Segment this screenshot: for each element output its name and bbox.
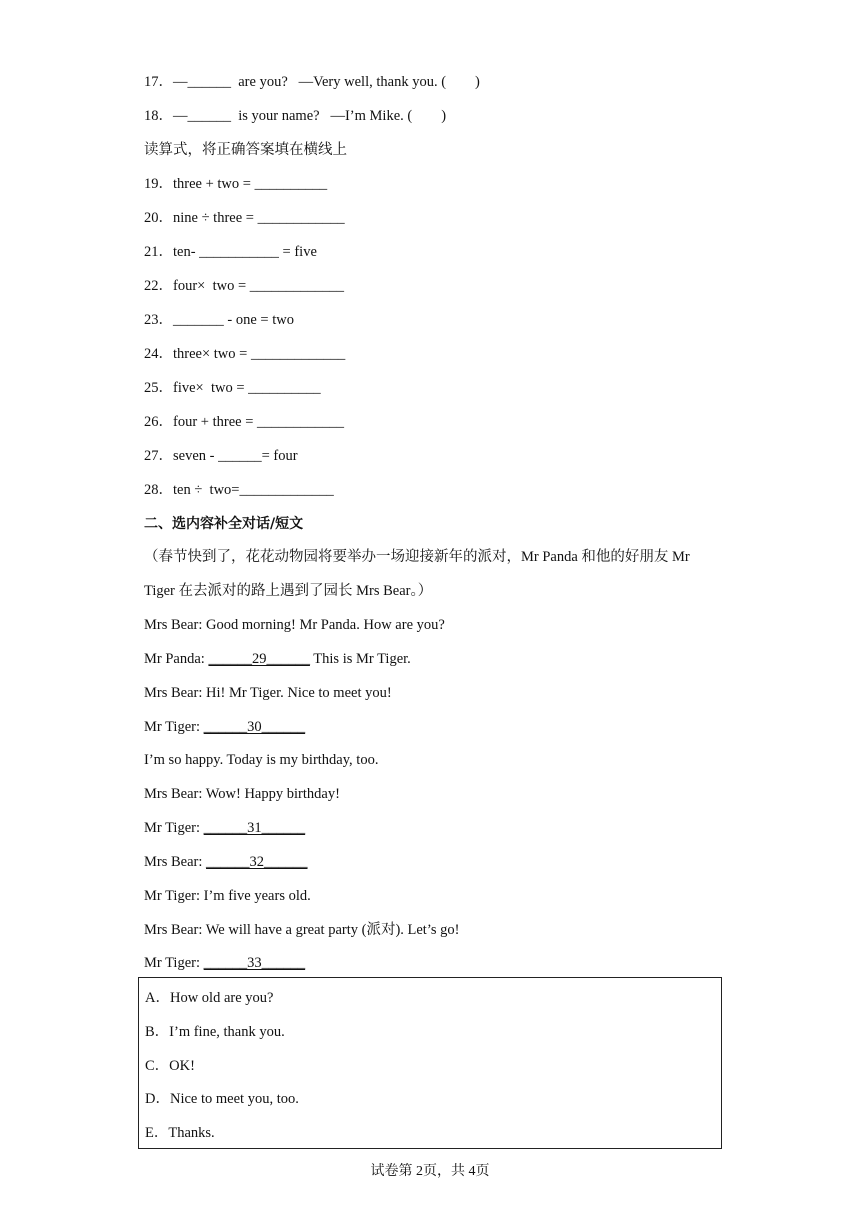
dialogue-line: [144, 750, 378, 770]
question-number: 25．: [144, 380, 173, 396]
dialogue-line: [144, 886, 311, 906]
speaker: Mr Tiger:: [144, 719, 204, 735]
options-box: [138, 977, 722, 1149]
question-number: 17．: [144, 74, 173, 90]
question-text: is your name? —I’m Mike. ( ): [231, 108, 447, 124]
question-20: [144, 208, 345, 228]
question-number: 28．: [144, 482, 173, 498]
question-number: 21．: [144, 244, 173, 260]
question-24: [144, 344, 345, 364]
option-letter: B．: [145, 1024, 170, 1040]
option-b: [145, 1022, 285, 1042]
line-text: Wow! Happy birthday!: [205, 786, 340, 802]
option-text: Nice to meet you, too.: [169, 1091, 299, 1107]
question-26: [144, 412, 344, 432]
question-text[interactable]: ten- ___________ = five: [173, 244, 317, 260]
question-number: 24．: [144, 346, 173, 362]
question-23: [144, 310, 294, 330]
option-c: [145, 1056, 195, 1076]
option-letter: E．: [145, 1125, 169, 1141]
dialogue-line: [144, 717, 305, 737]
speaker: Mr Panda:: [144, 651, 209, 667]
option-a: [145, 988, 273, 1008]
speaker: Mrs Bear:: [144, 922, 206, 938]
question-number: 26．: [144, 414, 173, 430]
dialogue-line: [144, 683, 392, 703]
answer-blank-31[interactable]: ______31______: [203, 820, 306, 836]
answer-blank[interactable]: ______: [187, 74, 231, 90]
option-letter: A．: [145, 990, 170, 1006]
dialogue-line: [144, 852, 308, 872]
question-28: [144, 480, 334, 500]
option-d: [145, 1089, 299, 1109]
intro-line-2: Tiger 在去派对的路上遇到了园长 Mrs Bear。）: [144, 583, 433, 599]
speaker: Mr Tiger:: [144, 955, 204, 971]
option-text: I’m fine, thank you.: [169, 1024, 285, 1040]
question-19: [144, 174, 327, 194]
question-text[interactable]: three× two = _____________: [173, 346, 346, 362]
option-text: How old are you?: [169, 990, 274, 1006]
option-letter: C．: [145, 1058, 170, 1074]
speaker: Mr Tiger:: [144, 820, 204, 836]
question-27: [144, 446, 298, 466]
speaker: Mrs Bear:: [144, 685, 207, 701]
question-text[interactable]: three + two = __________: [173, 176, 328, 192]
section-2-title: 二、选内容补全对话/短文: [144, 516, 304, 532]
intro-line-1: （春节快到了，花花动物园将要举办一场迎接新年的派对，Mr Panda 和他的好朋友 Mr: [144, 549, 690, 565]
question-text[interactable]: nine ÷ three = ____________: [173, 210, 345, 226]
page-footer: 试卷第 2页，共 4页: [370, 1164, 490, 1179]
option-e: [145, 1123, 215, 1143]
speaker: Mr Tiger:: [144, 888, 204, 904]
question-number: 27．: [144, 448, 173, 464]
question-text[interactable]: _______ - one = two: [173, 312, 294, 328]
question-17: [144, 72, 480, 92]
question-number: 19．: [144, 176, 173, 192]
speaker: Mrs Bear:: [144, 854, 207, 870]
line-text: I’m so happy. Today is my birthday, too.: [144, 752, 379, 768]
section-note: 读算式，将正确答案填在横线上: [144, 142, 347, 158]
question-text[interactable]: seven - ______= four: [173, 448, 298, 464]
question-21: [144, 242, 317, 262]
answer-blank[interactable]: ______: [187, 108, 231, 124]
dialogue-line: [144, 784, 340, 804]
speaker: Mrs Bear:: [144, 617, 207, 633]
question-text[interactable]: four× two = _____________: [173, 278, 345, 294]
question-prefix: —: [173, 74, 188, 90]
dialogue-line: [144, 953, 305, 973]
question-25: [144, 378, 321, 398]
question-number: 18．: [144, 108, 173, 124]
line-text: Good morning! Mr Panda. How are you?: [206, 617, 445, 633]
line-text: This is Mr Tiger.: [309, 651, 411, 667]
answer-blank-32[interactable]: ______32______: [206, 854, 308, 870]
line-text: Hi! Mr Tiger. Nice to meet you!: [206, 685, 392, 701]
question-text[interactable]: five× two = __________: [173, 380, 321, 396]
speaker: Mrs Bear:: [144, 786, 206, 802]
answer-blank-29[interactable]: ______29______: [208, 651, 310, 667]
question-prefix: —: [173, 108, 188, 124]
option-text: Thanks.: [168, 1125, 215, 1141]
question-number: 20．: [144, 210, 173, 226]
dialogue-line: [144, 649, 411, 669]
option-text: OK!: [169, 1058, 195, 1074]
question-22: [144, 276, 344, 296]
question-text[interactable]: four + three = ____________: [173, 414, 344, 430]
line-text: I’m five years old.: [203, 888, 311, 904]
dialogue-line: [144, 920, 459, 940]
dialogue-line: [144, 615, 445, 635]
answer-blank-30[interactable]: ______30______: [203, 719, 306, 735]
question-number: 23．: [144, 312, 173, 328]
question-text: are you? —Very well, thank you. ( ): [231, 74, 480, 90]
question-number: 22．: [144, 278, 173, 294]
question-text[interactable]: ten ÷ two=_____________: [173, 482, 334, 498]
question-18: [144, 106, 446, 126]
answer-blank-33[interactable]: ______33______: [203, 955, 306, 971]
option-letter: D．: [145, 1091, 170, 1107]
dialogue-line: [144, 818, 305, 838]
line-text: We will have a great party (派对). Let’s go!: [205, 922, 460, 938]
